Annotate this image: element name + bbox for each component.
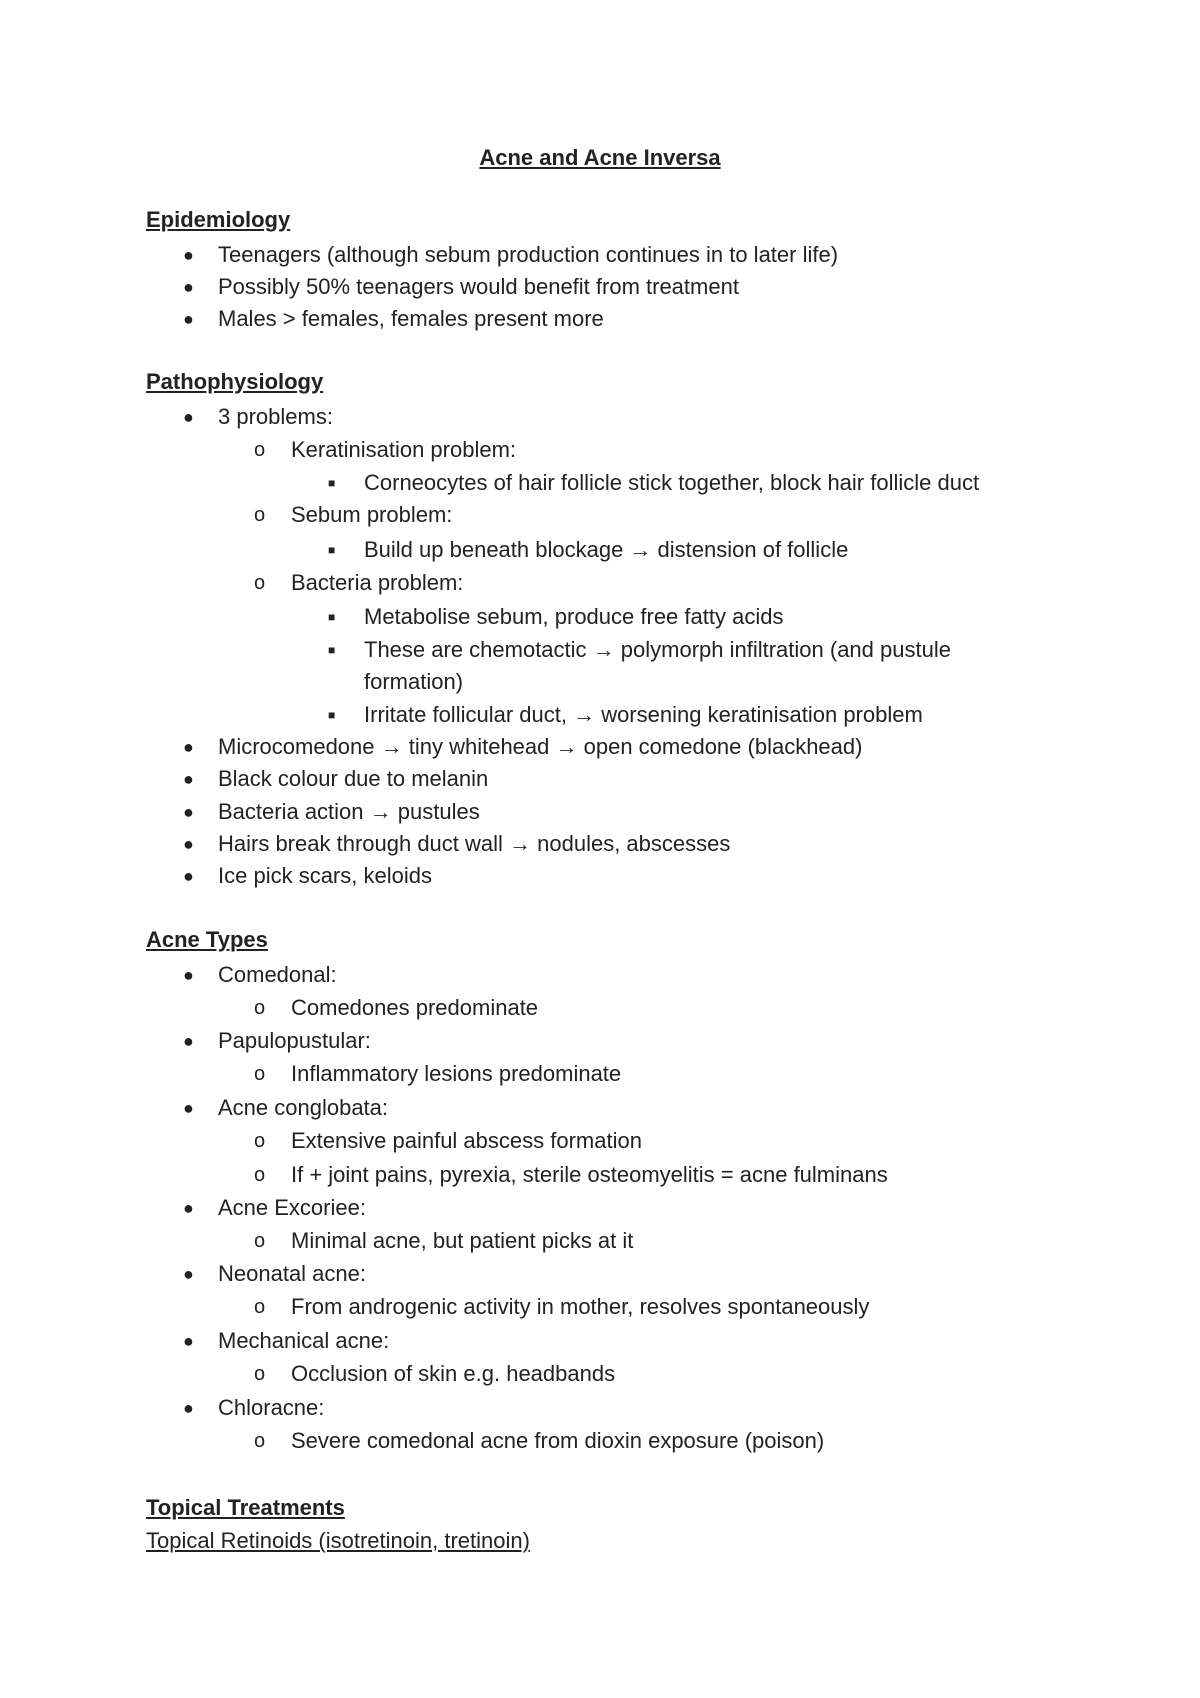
- bullet-icon: ●: [183, 245, 194, 265]
- heading-epidemiology: Epidemiology: [146, 207, 291, 232]
- square-bullet-icon: ■: [328, 476, 336, 490]
- heading-acne-types: Acne Types: [146, 927, 268, 952]
- bullet-icon: ●: [183, 1264, 194, 1284]
- list-item: Teenagers (although sebum production continues in to later life): [218, 242, 839, 267]
- circle-bullet-icon: o: [254, 504, 266, 526]
- list-item: Occlusion of skin e.g. headbands: [291, 1361, 616, 1386]
- document-title: Acne and Acne Inversa: [479, 145, 721, 170]
- bullet-icon: ●: [183, 1098, 194, 1118]
- list-item: Black colour due to melanin: [218, 766, 489, 791]
- bullet-icon: ●: [183, 407, 194, 427]
- list-item: Keratinisation problem:: [291, 437, 517, 462]
- circle-bullet-icon: o: [254, 1296, 266, 1318]
- list-item: Ice pick scars, keloids: [218, 863, 432, 888]
- square-bullet-icon: ■: [328, 643, 336, 657]
- bullet-icon: ●: [183, 866, 194, 886]
- list-item-continuation: formation): [364, 669, 464, 694]
- list-item: Build up beneath blockage → distension of follicle: [364, 537, 849, 562]
- circle-bullet-icon: o: [254, 1164, 266, 1186]
- list-item: Corneocytes of hair follicle stick together, block hair follicle duct: [364, 470, 980, 495]
- list-item: Metabolise sebum, produce free fatty acids: [364, 604, 784, 629]
- list-item: 3 problems:: [218, 404, 333, 429]
- list-item: Males > females, females present more: [218, 306, 604, 331]
- circle-bullet-icon: o: [254, 439, 266, 461]
- list-item: Minimal acne, but patient picks at it: [291, 1228, 634, 1253]
- list-item: Acne conglobata:: [218, 1095, 389, 1120]
- circle-bullet-icon: o: [254, 1430, 266, 1452]
- bullet-icon: ●: [183, 802, 194, 822]
- list-item: Irritate follicular duct, → worsening keratinisation problem: [364, 702, 923, 727]
- list-item: These are chemotactic → polymorph infiltration (and pustule: [364, 637, 951, 662]
- list-item: If + joint pains, pyrexia, sterile osteomyelitis = acne fulminans: [291, 1162, 888, 1187]
- circle-bullet-icon: o: [254, 572, 266, 594]
- list-item: Severe comedonal acne from dioxin exposure (poison): [291, 1428, 825, 1453]
- circle-bullet-icon: o: [254, 997, 266, 1019]
- bullet-icon: ●: [183, 737, 194, 757]
- bullet-icon: ●: [183, 1198, 194, 1218]
- bullet-icon: ●: [183, 965, 194, 985]
- list-item: Sebum problem:: [291, 502, 453, 527]
- square-bullet-icon: ■: [328, 543, 336, 557]
- list-item: Possibly 50% teenagers would benefit from treatment: [218, 274, 739, 299]
- list-item: Neonatal acne:: [218, 1261, 366, 1286]
- circle-bullet-icon: o: [254, 1230, 266, 1252]
- bullet-icon: ●: [183, 309, 194, 329]
- list-item: Comedones predominate: [291, 995, 539, 1020]
- square-bullet-icon: ■: [328, 610, 336, 624]
- bullet-icon: ●: [183, 834, 194, 854]
- circle-bullet-icon: o: [254, 1063, 266, 1085]
- square-bullet-icon: ■: [328, 708, 336, 722]
- bullet-icon: ●: [183, 769, 194, 789]
- list-item: Bacteria problem:: [291, 570, 464, 595]
- list-item: Chloracne:: [218, 1395, 325, 1420]
- list-item: Comedonal:: [218, 962, 337, 987]
- bullet-icon: ●: [183, 1031, 194, 1051]
- list-item: Extensive painful abscess formation: [291, 1128, 642, 1153]
- bullet-icon: ●: [183, 1398, 194, 1418]
- list-item: Inflammatory lesions predominate: [291, 1061, 622, 1086]
- list-item: Acne Excoriee:: [218, 1195, 366, 1220]
- bullet-icon: ●: [183, 277, 194, 297]
- list-item: Mechanical acne:: [218, 1328, 390, 1353]
- heading-topical-treatments: Topical Treatments: [146, 1495, 345, 1520]
- list-item: From androgenic activity in mother, resolves spontaneously: [291, 1294, 870, 1319]
- list-item: Hairs break through duct wall → nodules, abscesses: [218, 831, 731, 856]
- circle-bullet-icon: o: [254, 1130, 266, 1152]
- list-item: Bacteria action → pustules: [218, 799, 480, 824]
- bullet-icon: ●: [183, 1331, 194, 1351]
- list-item: Papulopustular:: [218, 1028, 371, 1053]
- heading-pathophysiology: Pathophysiology: [146, 369, 324, 394]
- circle-bullet-icon: o: [254, 1363, 266, 1385]
- list-item: Microcomedone → tiny whitehead → open comedone (blackhead): [218, 734, 863, 759]
- subheading-topical-retinoids: Topical Retinoids (isotretinoin, tretinoin): [146, 1528, 530, 1553]
